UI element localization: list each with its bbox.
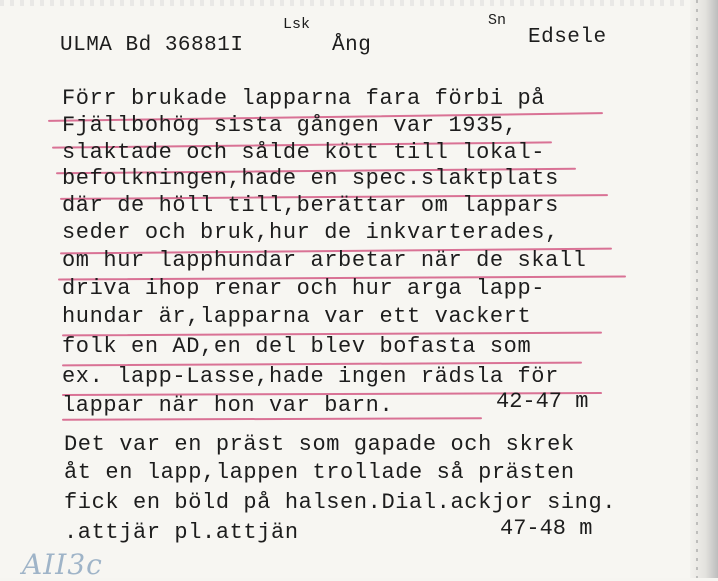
archive-stamp: AII3c: [22, 548, 103, 581]
card-top-edge: [0, 0, 718, 6]
informant-age-ref-2: 47-48 m: [500, 516, 593, 541]
archive-reference: ULMA Bd 36881I: [60, 34, 244, 57]
paragraph1-line: ex. lapp-Lasse,hade ingen rädsla för: [62, 364, 559, 389]
paragraph2-line: åt en lapp,lappen trollade så prästen: [64, 460, 575, 485]
paragraph1-line: folk en AD,en del blev bofasta som: [62, 334, 532, 359]
paragraph1-line: lappar när hon var barn.: [62, 393, 394, 418]
paragraph1-line: seder och bruk,hur de inkvarterades,: [62, 220, 559, 245]
paragraph1-line: där de höll till,berättar om lappars: [62, 193, 559, 218]
sn-label: Sn: [488, 12, 507, 29]
paragraph1-line: hundar är,lapparna var ett vackert: [62, 304, 532, 329]
paragraph2-line: .attjär pl.attjän: [64, 520, 299, 545]
village-name: Edsele: [528, 26, 607, 49]
paragraph2-line: Det var en präst som gapade och skrek: [64, 432, 575, 457]
paragraph2-line: fick en böld på halsen.Dial.ackjor sing.: [64, 490, 617, 515]
paragraph1-line: befolkningen,hade en spec.slaktplats: [62, 166, 559, 191]
informant-age-ref-1: 42-47 m: [496, 389, 589, 414]
parish-name: Ång: [332, 34, 372, 57]
lsk-label: Lsk: [283, 16, 311, 33]
paragraph1-line: driva ihop renar och hur arga lapp-: [62, 276, 546, 301]
paragraph1-line: Fjällbohög sista gången var 1935,: [62, 113, 518, 138]
paragraph1-line: slaktade och sålde kött till lokal-: [62, 140, 546, 165]
paragraph1-line: Förr brukade lapparna fara förbi på: [62, 86, 546, 111]
card-right-edge: [690, 0, 718, 578]
paragraph1-line: om hur lapphundar arbetar när de skall: [62, 248, 587, 273]
